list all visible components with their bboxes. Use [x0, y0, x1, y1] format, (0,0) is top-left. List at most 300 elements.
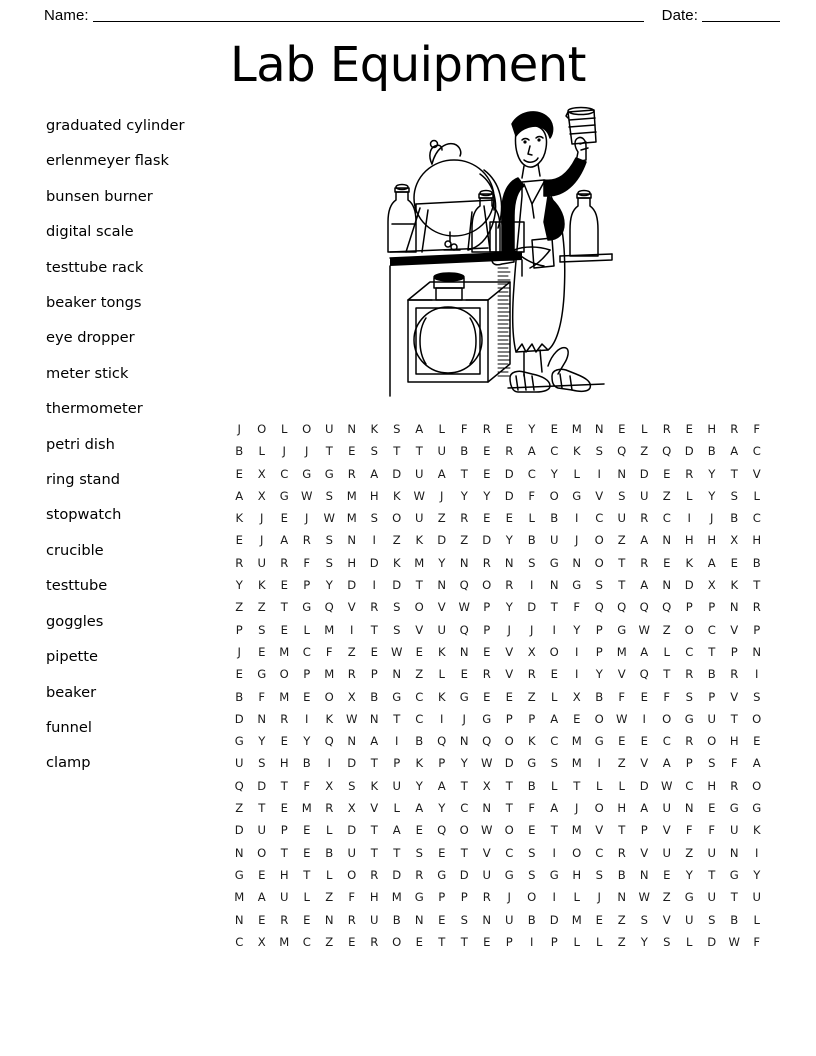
grid-cell[interactable]: R: [347, 912, 356, 927]
grid-cell[interactable]: N: [347, 734, 357, 749]
word-list-item[interactable]: crucible: [46, 541, 104, 559]
grid-cell[interactable]: A: [370, 734, 379, 749]
grid-cell[interactable]: P: [235, 622, 243, 637]
grid-cell[interactable]: M: [324, 667, 335, 682]
grid-cell[interactable]: S: [663, 934, 671, 949]
word-list-item[interactable]: goggles: [46, 612, 104, 630]
grid-cell[interactable]: X: [707, 578, 716, 593]
grid-cell[interactable]: G: [392, 689, 402, 704]
grid-cell[interactable]: Y: [303, 734, 311, 749]
grid-cell[interactable]: E: [528, 823, 536, 838]
grid-cell[interactable]: Y: [438, 801, 446, 816]
grid-cell[interactable]: L: [663, 644, 670, 659]
grid-cell[interactable]: U: [415, 466, 424, 481]
grid-cell[interactable]: J: [260, 533, 264, 548]
grid-cell[interactable]: J: [237, 422, 241, 436]
grid-cell[interactable]: K: [527, 734, 536, 749]
grid-cell[interactable]: R: [415, 867, 424, 882]
grid-cell[interactable]: K: [685, 555, 694, 570]
grid-cell[interactable]: A: [257, 890, 266, 905]
grid-cell[interactable]: Q: [594, 600, 604, 615]
grid-cell[interactable]: G: [482, 711, 492, 726]
grid-cell[interactable]: Q: [662, 444, 672, 459]
grid-cell[interactable]: F: [618, 689, 626, 704]
grid-cell[interactable]: W: [661, 778, 673, 793]
grid-cell[interactable]: P: [438, 890, 446, 905]
grid-cell[interactable]: O: [414, 600, 424, 615]
grid-cell[interactable]: B: [527, 912, 536, 927]
grid-cell[interactable]: E: [303, 823, 311, 838]
grid-cell[interactable]: J: [260, 511, 264, 526]
grid-cell[interactable]: J: [237, 644, 241, 659]
grid-cell[interactable]: J: [462, 711, 466, 726]
grid-cell[interactable]: N: [347, 533, 357, 548]
grid-cell[interactable]: J: [507, 622, 511, 637]
grid-cell[interactable]: N: [662, 578, 672, 593]
grid-cell[interactable]: R: [685, 466, 694, 481]
grid-cell[interactable]: S: [325, 555, 333, 570]
grid-cell[interactable]: G: [549, 867, 559, 882]
grid-cell[interactable]: E: [415, 644, 423, 659]
grid-cell[interactable]: M: [571, 756, 582, 771]
grid-cell[interactable]: V: [640, 756, 649, 771]
grid-cell[interactable]: O: [257, 422, 267, 436]
grid-cell[interactable]: Y: [505, 533, 513, 548]
grid-cell[interactable]: A: [640, 644, 649, 659]
grid-cell[interactable]: T: [753, 578, 761, 593]
grid-cell[interactable]: Z: [617, 934, 626, 949]
grid-cell[interactable]: M: [279, 934, 290, 949]
grid-cell[interactable]: T: [618, 823, 626, 838]
grid-cell[interactable]: C: [415, 689, 424, 704]
grid-cell[interactable]: E: [550, 422, 558, 436]
grid-cell[interactable]: A: [707, 555, 716, 570]
grid-cell[interactable]: N: [347, 422, 357, 436]
grid-cell[interactable]: C: [685, 644, 694, 659]
grid-cell[interactable]: K: [370, 778, 379, 793]
grid-cell[interactable]: V: [752, 466, 761, 481]
grid-cell[interactable]: R: [302, 533, 311, 548]
grid-cell[interactable]: S: [325, 488, 333, 503]
grid-cell[interactable]: D: [504, 488, 514, 503]
grid-cell[interactable]: N: [324, 912, 334, 927]
grid-cell[interactable]: L: [686, 934, 693, 949]
grid-cell[interactable]: N: [639, 867, 649, 882]
grid-cell[interactable]: B: [370, 689, 379, 704]
grid-cell[interactable]: D: [684, 444, 694, 459]
grid-cell[interactable]: P: [505, 711, 513, 726]
grid-cell[interactable]: O: [572, 845, 582, 860]
grid-cell[interactable]: N: [684, 801, 694, 816]
word-list-item[interactable]: digital scale: [46, 223, 134, 241]
grid-cell[interactable]: G: [302, 600, 312, 615]
grid-cell[interactable]: G: [729, 801, 739, 816]
grid-cell[interactable]: T: [325, 444, 333, 459]
grid-cell[interactable]: V: [595, 488, 604, 503]
grid-cell[interactable]: S: [595, 444, 603, 459]
grid-cell[interactable]: F: [708, 823, 716, 838]
grid-cell[interactable]: L: [528, 511, 535, 526]
grid-cell[interactable]: N: [369, 711, 379, 726]
grid-cell[interactable]: Z: [257, 600, 266, 615]
word-list-item[interactable]: funnel: [46, 718, 92, 736]
grid-cell[interactable]: L: [438, 667, 445, 682]
grid-cell[interactable]: L: [573, 934, 580, 949]
word-list-item[interactable]: clamp: [46, 754, 91, 772]
grid-cell[interactable]: J: [440, 488, 444, 503]
grid-cell[interactable]: Z: [392, 533, 401, 548]
grid-cell[interactable]: M: [391, 890, 402, 905]
grid-cell[interactable]: G: [234, 734, 244, 749]
grid-cell[interactable]: A: [415, 801, 424, 816]
grid-cell[interactable]: L: [303, 890, 310, 905]
grid-cell[interactable]: C: [662, 734, 671, 749]
grid-cell[interactable]: A: [280, 533, 289, 548]
grid-cell[interactable]: E: [280, 511, 288, 526]
grid-cell[interactable]: F: [753, 422, 761, 436]
grid-cell[interactable]: C: [685, 778, 694, 793]
grid-cell[interactable]: N: [482, 801, 492, 816]
grid-cell[interactable]: G: [617, 622, 627, 637]
grid-cell[interactable]: T: [730, 711, 738, 726]
grid-cell[interactable]: O: [662, 711, 672, 726]
grid-cell[interactable]: X: [482, 778, 491, 793]
grid-cell[interactable]: C: [460, 801, 469, 816]
grid-cell[interactable]: M: [571, 912, 582, 927]
grid-cell[interactable]: E: [415, 934, 423, 949]
grid-cell[interactable]: E: [595, 912, 603, 927]
grid-cell[interactable]: R: [347, 667, 356, 682]
grid-cell[interactable]: B: [730, 912, 739, 927]
grid-cell[interactable]: Q: [459, 578, 469, 593]
grid-cell[interactable]: H: [707, 778, 717, 793]
grid-cell[interactable]: E: [348, 934, 356, 949]
grid-cell[interactable]: E: [505, 422, 513, 436]
grid-cell[interactable]: S: [595, 578, 603, 593]
grid-cell[interactable]: B: [617, 867, 626, 882]
grid-cell[interactable]: B: [550, 511, 559, 526]
grid-cell[interactable]: S: [393, 600, 401, 615]
grid-cell[interactable]: P: [370, 667, 378, 682]
grid-cell[interactable]: H: [684, 533, 694, 548]
grid-cell[interactable]: R: [505, 578, 514, 593]
grid-cell[interactable]: I: [575, 511, 579, 526]
grid-cell[interactable]: T: [550, 600, 558, 615]
grid-cell[interactable]: Q: [234, 778, 244, 793]
grid-cell[interactable]: Q: [617, 444, 627, 459]
grid-cell[interactable]: F: [573, 600, 581, 615]
grid-cell[interactable]: X: [347, 689, 356, 704]
grid-cell[interactable]: V: [617, 667, 626, 682]
grid-cell[interactable]: J: [575, 801, 579, 816]
grid-cell[interactable]: U: [707, 890, 716, 905]
grid-cell[interactable]: E: [505, 511, 513, 526]
grid-cell[interactable]: R: [730, 422, 739, 436]
grid-cell[interactable]: S: [393, 622, 401, 637]
grid-cell[interactable]: B: [752, 555, 761, 570]
grid-cell[interactable]: D: [504, 756, 514, 771]
grid-cell[interactable]: P: [303, 578, 311, 593]
grid-cell[interactable]: D: [234, 823, 244, 838]
grid-cell[interactable]: D: [347, 823, 357, 838]
grid-cell[interactable]: X: [257, 488, 266, 503]
grid-cell[interactable]: Z: [662, 622, 671, 637]
grid-cell[interactable]: D: [527, 600, 537, 615]
grid-cell[interactable]: E: [438, 845, 446, 860]
grid-cell[interactable]: U: [730, 823, 739, 838]
grid-cell[interactable]: F: [258, 689, 266, 704]
grid-cell[interactable]: G: [572, 488, 582, 503]
name-write-line[interactable]: [93, 8, 644, 22]
grid-cell[interactable]: G: [234, 867, 244, 882]
grid-cell[interactable]: M: [346, 488, 357, 503]
grid-cell[interactable]: G: [437, 867, 447, 882]
grid-cell[interactable]: Z: [640, 444, 649, 459]
grid-cell[interactable]: Q: [324, 600, 334, 615]
grid-cell[interactable]: E: [618, 734, 626, 749]
grid-cell[interactable]: O: [527, 890, 537, 905]
grid-cell[interactable]: D: [234, 711, 244, 726]
grid-cell[interactable]: T: [370, 756, 378, 771]
grid-cell[interactable]: V: [482, 845, 491, 860]
grid-cell[interactable]: M: [301, 801, 312, 816]
grid-cell[interactable]: R: [505, 444, 514, 459]
grid-cell[interactable]: U: [257, 823, 266, 838]
grid-cell[interactable]: R: [662, 422, 671, 436]
grid-cell[interactable]: R: [460, 511, 469, 526]
word-list-item[interactable]: petri dish: [46, 435, 115, 453]
grid-cell[interactable]: R: [685, 734, 694, 749]
grid-cell[interactable]: D: [504, 466, 514, 481]
grid-cell[interactable]: X: [527, 644, 536, 659]
grid-cell[interactable]: E: [663, 555, 671, 570]
grid-cell[interactable]: B: [415, 734, 424, 749]
grid-cell[interactable]: D: [639, 778, 649, 793]
grid-cell[interactable]: D: [392, 578, 402, 593]
grid-cell[interactable]: S: [730, 488, 738, 503]
grid-cell[interactable]: R: [482, 422, 491, 436]
grid-cell[interactable]: B: [707, 444, 716, 459]
grid-cell[interactable]: W: [458, 600, 470, 615]
grid-cell[interactable]: Q: [437, 823, 447, 838]
grid-cell[interactable]: P: [685, 756, 693, 771]
grid-cell[interactable]: S: [258, 622, 266, 637]
grid-cell[interactable]: Y: [415, 778, 423, 793]
grid-cell[interactable]: X: [325, 778, 334, 793]
grid-cell[interactable]: T: [370, 845, 378, 860]
grid-cell[interactable]: X: [347, 801, 356, 816]
grid-cell[interactable]: E: [235, 466, 243, 481]
grid-cell[interactable]: E: [483, 689, 491, 704]
word-list-item[interactable]: beaker tongs: [46, 294, 142, 312]
grid-cell[interactable]: O: [392, 934, 402, 949]
grid-cell[interactable]: A: [370, 466, 379, 481]
grid-cell[interactable]: A: [640, 533, 649, 548]
grid-cell[interactable]: X: [572, 689, 581, 704]
grid-cell[interactable]: B: [460, 444, 469, 459]
grid-cell[interactable]: U: [235, 756, 244, 771]
grid-cell[interactable]: A: [550, 801, 559, 816]
grid-cell[interactable]: Y: [708, 488, 716, 503]
grid-cell[interactable]: L: [753, 488, 760, 503]
grid-cell[interactable]: S: [708, 756, 716, 771]
grid-cell[interactable]: F: [663, 689, 671, 704]
grid-cell[interactable]: Y: [460, 488, 468, 503]
grid-cell[interactable]: R: [370, 934, 379, 949]
grid-cell[interactable]: I: [597, 756, 601, 771]
grid-cell[interactable]: M: [571, 734, 582, 749]
grid-cell[interactable]: B: [527, 533, 536, 548]
grid-cell[interactable]: O: [302, 422, 312, 436]
grid-cell[interactable]: F: [528, 801, 536, 816]
grid-cell[interactable]: J: [305, 511, 309, 526]
grid-cell[interactable]: A: [415, 422, 424, 436]
grid-cell[interactable]: A: [640, 578, 649, 593]
grid-cell[interactable]: V: [662, 823, 671, 838]
grid-cell[interactable]: W: [391, 644, 403, 659]
word-list-item[interactable]: pipette: [46, 648, 98, 666]
grid-cell[interactable]: H: [279, 756, 289, 771]
grid-cell[interactable]: Q: [482, 734, 492, 749]
grid-cell[interactable]: F: [528, 488, 536, 503]
grid-cell[interactable]: Y: [325, 578, 333, 593]
grid-cell[interactable]: E: [483, 466, 491, 481]
grid-cell[interactable]: E: [303, 689, 311, 704]
grid-cell[interactable]: H: [369, 890, 379, 905]
grid-cell[interactable]: W: [638, 890, 650, 905]
grid-cell[interactable]: U: [707, 711, 716, 726]
grid-cell[interactable]: Z: [235, 801, 244, 816]
grid-cell[interactable]: X: [730, 533, 739, 548]
grid-cell[interactable]: O: [504, 823, 514, 838]
grid-cell[interactable]: R: [730, 667, 739, 682]
grid-cell[interactable]: T: [730, 890, 738, 905]
grid-cell[interactable]: D: [482, 533, 492, 548]
grid-cell[interactable]: J: [575, 533, 579, 548]
word-list-item[interactable]: graduated cylinder: [46, 117, 185, 134]
grid-cell[interactable]: N: [729, 600, 739, 615]
grid-cell[interactable]: R: [482, 890, 491, 905]
grid-cell[interactable]: E: [280, 734, 288, 749]
grid-cell[interactable]: C: [302, 644, 311, 659]
grid-cell[interactable]: J: [710, 511, 714, 526]
grid-cell[interactable]: Z: [235, 600, 244, 615]
grid-cell[interactable]: Z: [437, 511, 446, 526]
grid-cell[interactable]: G: [504, 867, 514, 882]
grid-cell[interactable]: G: [729, 867, 739, 882]
grid-cell[interactable]: T: [280, 778, 288, 793]
grid-cell[interactable]: I: [575, 644, 579, 659]
grid-cell[interactable]: L: [753, 912, 760, 927]
grid-cell[interactable]: T: [505, 778, 513, 793]
grid-cell[interactable]: T: [730, 466, 738, 481]
grid-cell[interactable]: Y: [460, 756, 468, 771]
grid-cell[interactable]: E: [640, 734, 648, 749]
grid-cell[interactable]: R: [482, 555, 491, 570]
grid-cell[interactable]: E: [235, 667, 243, 682]
word-list-item[interactable]: meter stick: [46, 364, 129, 382]
grid-cell[interactable]: A: [640, 801, 649, 816]
grid-cell[interactable]: U: [482, 867, 491, 882]
grid-cell[interactable]: K: [370, 422, 379, 436]
grid-cell[interactable]: E: [685, 422, 693, 436]
grid-cell[interactable]: B: [392, 912, 401, 927]
grid-cell[interactable]: C: [752, 444, 761, 459]
grid-cell[interactable]: J: [305, 444, 309, 459]
grid-cell[interactable]: C: [550, 734, 559, 749]
grid-cell[interactable]: W: [413, 488, 425, 503]
grid-cell[interactable]: R: [235, 555, 244, 570]
grid-cell[interactable]: Z: [347, 644, 356, 659]
grid-cell[interactable]: Y: [528, 422, 536, 436]
grid-cell[interactable]: L: [438, 422, 445, 436]
grid-cell[interactable]: U: [505, 912, 514, 927]
grid-cell[interactable]: V: [730, 622, 739, 637]
grid-cell[interactable]: H: [707, 422, 717, 436]
grid-cell[interactable]: Q: [639, 667, 649, 682]
grid-cell[interactable]: R: [752, 600, 761, 615]
grid-cell[interactable]: N: [549, 578, 559, 593]
grid-cell[interactable]: E: [415, 823, 423, 838]
grid-cell[interactable]: I: [350, 622, 354, 637]
grid-cell[interactable]: Z: [617, 756, 626, 771]
grid-cell[interactable]: A: [437, 466, 446, 481]
grid-cell[interactable]: U: [280, 890, 289, 905]
grid-cell[interactable]: N: [617, 890, 627, 905]
grid-cell[interactable]: G: [279, 488, 289, 503]
grid-cell[interactable]: Q: [437, 734, 447, 749]
grid-cell[interactable]: G: [549, 555, 559, 570]
grid-cell[interactable]: S: [528, 845, 536, 860]
grid-cell[interactable]: B: [595, 689, 604, 704]
grid-cell[interactable]: T: [258, 801, 266, 816]
grid-cell[interactable]: K: [437, 644, 446, 659]
grid-cell[interactable]: F: [460, 422, 468, 436]
grid-cell[interactable]: L: [573, 890, 580, 905]
grid-cell[interactable]: Z: [662, 488, 671, 503]
grid-cell[interactable]: S: [595, 867, 603, 882]
grid-cell[interactable]: G: [684, 890, 694, 905]
word-list-item[interactable]: stopwatch: [46, 506, 122, 524]
grid-cell[interactable]: N: [752, 644, 762, 659]
grid-cell[interactable]: P: [280, 823, 288, 838]
grid-cell[interactable]: R: [325, 801, 334, 816]
grid-cell[interactable]: C: [595, 845, 604, 860]
grid-cell[interactable]: O: [279, 667, 289, 682]
grid-cell[interactable]: K: [572, 444, 581, 459]
grid-cell[interactable]: U: [662, 845, 671, 860]
grid-cell[interactable]: E: [303, 912, 311, 927]
grid-cell[interactable]: R: [640, 555, 649, 570]
grid-cell[interactable]: R: [347, 466, 356, 481]
grid-cell[interactable]: H: [752, 533, 762, 548]
grid-cell[interactable]: E: [663, 867, 671, 882]
grid-cell[interactable]: K: [415, 756, 424, 771]
grid-cell[interactable]: D: [257, 778, 267, 793]
grid-cell[interactable]: T: [393, 845, 401, 860]
grid-cell[interactable]: T: [618, 578, 626, 593]
grid-cell[interactable]: B: [302, 756, 311, 771]
grid-cell[interactable]: E: [618, 422, 626, 436]
grid-cell[interactable]: I: [755, 667, 759, 682]
grid-cell[interactable]: A: [437, 778, 446, 793]
grid-cell[interactable]: E: [730, 555, 738, 570]
grid-cell[interactable]: P: [708, 689, 716, 704]
grid-cell[interactable]: E: [483, 644, 491, 659]
grid-cell[interactable]: E: [640, 689, 648, 704]
grid-cell[interactable]: T: [415, 578, 423, 593]
grid-cell[interactable]: E: [348, 444, 356, 459]
